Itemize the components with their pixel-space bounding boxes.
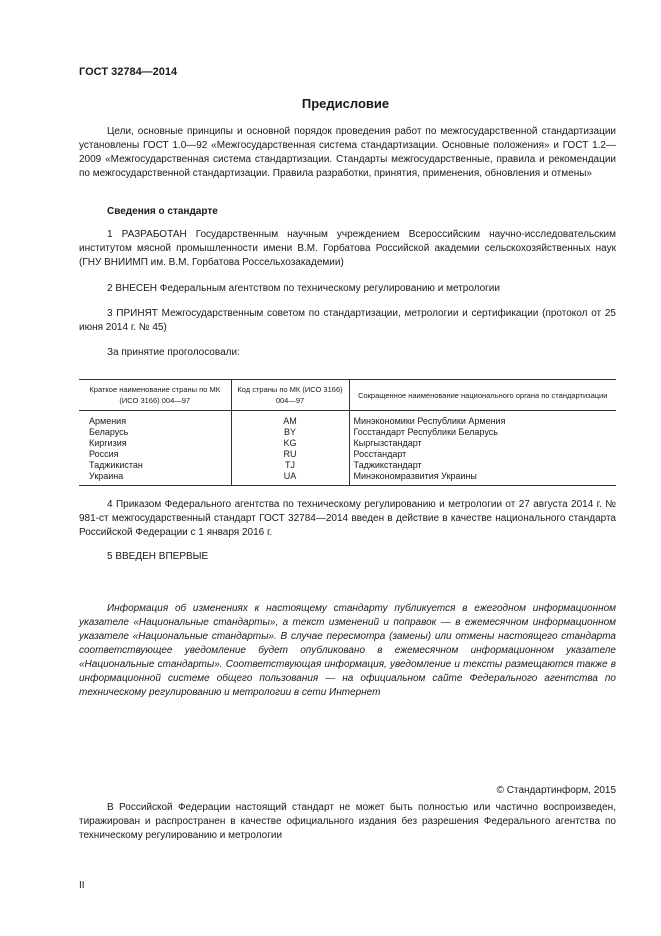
country-name: Таджикистан	[89, 460, 143, 470]
voted-label	[79, 346, 616, 360]
table-row	[79, 460, 616, 471]
table-header-body: Сокращенное наименование национального органа по стандартизации	[349, 380, 616, 411]
page-number: II	[79, 880, 85, 891]
reproduction-notice-text: В Российской Федерации настоящий стандарт не может быть полностью или частично воспроизведен, тиражирован и распространен в качестве официального издания без разрешения Федерального агентства по техническому регулированию и метрологии	[79, 802, 616, 841]
country-name: Россия	[89, 449, 119, 459]
country-code: KG	[231, 438, 349, 449]
item-first	[79, 550, 616, 564]
section-heading	[79, 205, 616, 219]
standards-body: Кыргызстандарт	[349, 438, 616, 449]
standards-body: Таджикстандарт	[349, 460, 616, 471]
country-code: AM	[231, 411, 349, 428]
copyright: © Стандартинформ, 2015	[496, 785, 616, 796]
item-developed	[79, 228, 616, 270]
item-developed-text: 1 РАЗРАБОТАН Государственным научным учреждением Всероссийским научно-исследовательским институтом мясной промышленности имени В.М. Горбатова Российской академии сельскохозяйственных наук (ГНУ ВНИИМП им. В.М. Горбатова Россельхозакадемии)	[79, 229, 616, 268]
standards-body: Госстандарт Республики Беларусь	[349, 427, 616, 438]
table-row	[79, 449, 616, 460]
country-code: RU	[231, 449, 349, 460]
country-name: Киргизия	[89, 438, 127, 448]
item-introduced-text: 2 ВНЕСЕН Федеральным агентством по техническому регулированию и метрологии	[107, 283, 500, 294]
table-header-row	[79, 380, 616, 411]
standards-body: Минэкономразвития Украины	[349, 471, 616, 486]
country-code: TJ	[231, 460, 349, 471]
item-introduced	[79, 282, 616, 296]
reproduction-notice	[79, 801, 616, 843]
intro-text: Цели, основные принципы и основной порядок проведения работ по межгосударственной стандартизации установлены ГОСТ 1.0—92 «Межгосударственная система стандартизации. Основные положения» и ГОСТ 1.2—2009 «Межгосударственная система стандартизации. Стандарты межгосударственные, правила и рекомендации по межгосударственной стандартизации. Правила разработки, принятия, применения, обновления и отмены»	[79, 126, 616, 179]
country-name: Армения	[89, 416, 127, 426]
table-row	[79, 438, 616, 449]
intro-paragraph	[79, 125, 616, 181]
item-order	[79, 498, 616, 540]
document-header: ГОСТ 32784—2014	[79, 66, 178, 78]
item-adopted-text: 3 ПРИНЯТ Межгосударственным советом по стандартизации, метрологии и сертификации (протокол от 25 июня 2014 г. № 45)	[79, 308, 616, 333]
table-row	[79, 411, 616, 428]
country-code: BY	[231, 427, 349, 438]
table-header-country: Краткое наименование страны по МК (ИСО 3166) 004—97	[79, 380, 231, 411]
voted-label-text: За принятие проголосовали:	[107, 347, 240, 358]
table-header-code: Код страны по МК (ИСО 3166) 004—97	[231, 380, 349, 411]
table-row	[79, 471, 616, 486]
item-first-text: 5 ВВЕДЕН ВПЕРВЫЕ	[107, 551, 209, 562]
item-adopted	[79, 307, 616, 335]
standards-body: Росстандарт	[349, 449, 616, 460]
section-heading-text: Сведения о стандарте	[107, 206, 218, 217]
country-code: UA	[231, 471, 349, 486]
info-notice	[79, 602, 616, 700]
item-order-text: 4 Приказом Федерального агентства по техническому регулированию и метрологии от 27 августа 2014 г. № 981-ст межгосударственный стандарт ГОСТ 32784—2014 введен в действие в качестве национального стандарта Российской Федерации с 1 января 2016 г.	[79, 499, 616, 538]
country-name: Беларусь	[89, 427, 129, 437]
voting-table	[79, 379, 616, 486]
standards-body: Минэкономики Республики Армения	[349, 411, 616, 428]
table-row	[79, 427, 616, 438]
page-title: Предисловие	[301, 96, 390, 111]
info-notice-text: Информация об изменениях к настоящему стандарту публикуется в ежегодном информационном указателе «Национальные стандарты», а текст изменений и поправок — в ежемесячном информационном указателе «Национальные стандарты». В случае пересмотра (замены) или отмены настоящего стандарта соответствующее уведомление будет опубликовано в ежемесячном информационном указателе «Национальные стандарты». Соответствующая информация, уведомление и тексты размещаются также в информационной системе общего пользования — на официальном сайте Федерального агентства по техническому регулированию и метрологии в сети Интернет	[79, 603, 616, 698]
country-name: Украина	[79, 471, 231, 486]
